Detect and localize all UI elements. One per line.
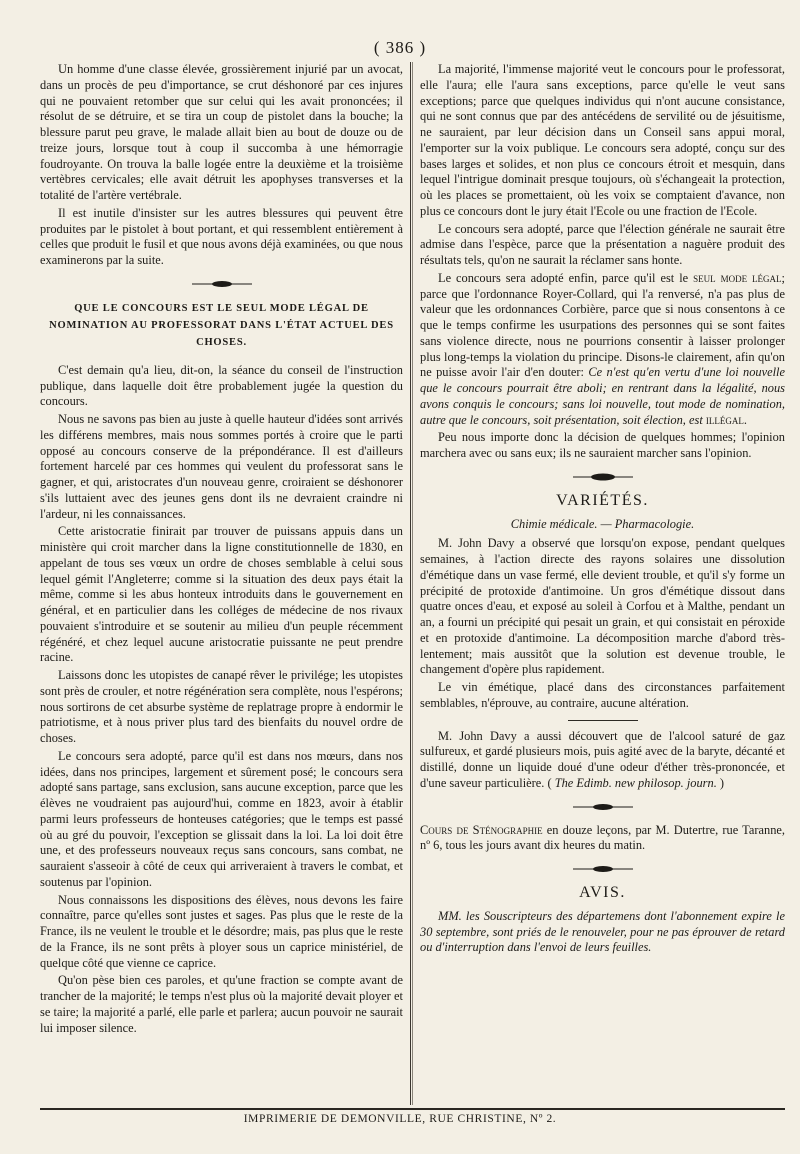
ornament-divider-icon [192,278,252,290]
section-heading: AVIS. [579,884,626,901]
emphasis-small-caps: illégal [705,412,744,427]
footer-rule [40,1108,785,1110]
text-run: Le concours sera adopté enfin, parce qu'il est le [438,270,694,285]
article-paragraph [420,271,785,429]
emphasis-small-caps: Cours de Sténographie [420,822,543,837]
citation: The Edimb. new philosop. journ. [554,775,717,790]
article-paragraph: C'est demain qu'a lieu, dit-on, la séance du conseil de l'instruction publique, dans laquelle doit être probablement jugée la question du concours. [40,362,403,409]
article-paragraph: Le vin émétique, placé dans des circonstances parfaitement semblables, n'éprouve, au contraire, aucune altération. [420,680,785,710]
article-paragraph: Le concours sera adopté, parce qu'il est dans nos mœurs, dans nos idées, dans nos principes, largement et sûrement posé; le concours sera adopté sans partage, sans exclusion, sans aucune exception, parce que les élèves ne voudraient pas aujourd'hui, comme en 1823, avoir à établir parmi leurs professeurs de honteuses catégories; que le temps est passé où au gré du pouvoir, l'exception se glissait dans la loi. La loi doit être une, et des professeurs nouveaux reçus sans concours, sans combat, ne sauraient s'asseoir à côté de ceux qui arriveraient à travers le combat, et soutenus par l'opinion. [40,748,403,889]
article-paragraph: La majorité, l'immense majorité veut le concours pour le professorat, elle l'aura; elle l'aura sans exceptions, parce qu'elle le veut sans exceptions; parce que quelques individus qui n'ont aucune consistance, qui ne sont connus que par des antécédens de servilité ou de jésuitisme, ne sauraient, par leur décision dans un Conseil sans appui moral, l'emporter sur la voix publique. Le concours sera adopté, conçu sur des bases larges et solides, et non plus ce concours étroit et mesquin, dans lequel l'intrigue dominait presque toujours, où s'échangeait la protection, où les places se promettaient, où les voix se comptaient d'avance, non plus ce concours dont le jury était l'Ecole ou une fraction de l'Ecole. [420,62,785,218]
section-subheading: Chimie médicale. — Pharmacologie. [510,516,695,531]
text-run: M. John Davy a aussi découvert que de l'alcool saturé de gaz sulfureux, et gardé plusieurs mois, puis agité avec de la baryte, décanté et distillé, donne un liquide doué d'une odeur d'éther très-prononcée, et d'une saveur particulière. ( [420,728,785,790]
article-paragraph: Nous ne savons pas bien au juste à quelle hauteur d'idées sont arrivés les différens membres, mais nous sommes portés à croire que le parti opposé au concours conserve de la prépondérance. Il est d'ailleurs fortement harcelé par ces hommes qui veulent du professorat sans le gagner, et qui, aristocrates d'un nouveau genre, croiraient se déshonorer s'ils luttaient avec des jeunes gens dont ils ne devraient craindre ni l'ardeur, ni les connaissances. [40,412,403,521]
article-paragraph [420,823,785,855]
emphasis-italic: Ce n'est qu'en vertu d'une loi nouvelle que le concours pourrait être aboli; en rentrant dans la légalité, nous avons conquis le concours; sans loi nouvelle, tout mode de nomination, autre que le concours, soit présentation, soit élection, est [420,365,785,427]
article-paragraph: Cette aristocratie finirait par trouver de puissans appuis dans un ministère qui croit marcher dans la ligne constitutionnelle de 1830, en appelant de tous ses vœux un ordre de choses semblable à celui sous lequel gémit l'Angleterre; comme si la situation des deux pays était la même, comme si les abus honteux introduits dans le gouvernement en général, et en particulier dans les colléges de médecine de nos rivaux pouvaient s'introduire et se soutenir au milieu d'un peuple récemment régénéré, et chez lequel aucune aristocratie puissante ne peut prendre racine. [40,524,403,665]
text-run: en douze leçons, par M. Dutertre, rue Taranne, nº 6, tous les jours avant dix heures du matin. [420,822,785,853]
page-number: ( 386 ) [373,38,427,57]
printer-imprint: IMPRIMERIE DE DEMONVILLE, RUE CHRISTINE, Nº 2. [243,1113,557,1125]
left-column [40,62,403,1107]
article-paragraph: Nous connaissons les dispositions des élèves, nous devons les faire connaître, parce qu'elles sont justes et sages. Pas plus que le reste de la France, ils ne veulent le trouble et le désordre; mais, pas plus que le reste de la France, ils ne sont prêts à ployer sous un caprice ministériel, de quelque côté que vienne ce caprice. [40,892,403,970]
short-rule-divider [568,720,638,721]
article-paragraph: Peu nous importe donc la décision de quelques hommes; l'opinion marchera avec ou sans eux; ils ne sauraient marcher sans l'opinion. [420,430,785,460]
text-run: ) [716,775,725,790]
column-divider [410,62,411,1105]
article-paragraph: Le concours sera adopté, parce que l'élection générale ne saurait être admise dans l'espèce, parce que la présentation a naguère produit des résultats tels, qu'on ne saurait la réclamer sans honte. [420,221,785,267]
article-paragraph: Qu'on pèse bien ces paroles, et qu'une fraction se compte avant de trancher de la majorité; le temps n'est plus où la majorité devait ployer et se taire; la majorité a parlé, elle parle et parlera; aucun pouvoir ne saurait lui imposer silence. [40,973,403,1035]
text-run: . [743,412,747,427]
article-paragraph [420,729,785,792]
article-paragraph: Il est inutile d'insister sur les autres blessures qui peuvent être produites par le pistolet à bout portant, et qui ressemblent entièrement à celles que produit le fusil et que nous avons déjà examinées, ou que nous examinerons par la suite. [40,205,403,267]
section-title: QUE LE CONCOURS EST LE SEUL MODE LÉGAL DE NOMINATION AU PROFESSORAT DANS L'ÉTAT ACTUEL DES CHOSES. [49,302,394,348]
article-paragraph: M. John Davy a observé que lorsqu'on expose, pendant quelques semaines, à l'action directe des rayons solaires une dissolution d'émétique dans un vase fermé, elle devient trouble, et qu'il s'y forme un précipité de protoxide d'antimoine. Un gros d'émétique dissout dans quatre onces d'eau, et exposé au soleil à Corfou et à Malthe, pendant un an, a fourni un précipité qui pesait un grain, et qui consistait en péroxide et en protoxide d'antimoine. La décomposition marche d'abord très-lentement; mais aussitôt que la solution est devenue trouble, le changement d'opère plus rapidement. [420,536,785,677]
emphasis-small-caps: seul mode légal [693,270,782,285]
article-paragraph: Un homme d'une classe élevée, grossièrement injurié par un avocat, dans un procès de peu d'importance, se crut déshonoré par ces injures qui ne pouvaient retomber que sur celui qui les avait prononcées; il résolut de se détruire, et se tira un coup de pistolet dans la bouche; la blessure parut peu grave, le malade allait bien au bout de douze ou de treize jours, lorsque tout à coup il succomba à une hémorragie foudroyante. On trouva la balle logée entre la deuxième et la troisième vertèbres cervicales; elle avait détruit les apophyses transverses et la totalité de l'artère vertébrale. [40,62,403,202]
text-run: ; parce que l'ordonnance Royer-Collard, qui l'a renversé, n'a pas plus de valeur que les ordonnances Corbière, parce que si nous consentons à ce que le temps confirme les usurpations des personnes qui se sont faites sans violence directe, nous ne pourrions consentir à laisser prolonger plus long-temps la violation du principe. Disons-le clairement, afin qu'on ne puisse avoir l'air d'en douter: [420,270,785,380]
ornament-divider-icon [573,863,633,875]
article-paragraph: Laissons donc les utopistes de canapé rêver le privilége; les utopistes sont près de crouler, et notre régénération sera complète, nous l'espérons; nous sortirons de cet absurbe système de replatrage propre à endormir le patriotisme, et à nous priver plus tard des bienfaits du nouvel ordre de choses. [40,668,403,745]
section-heading: VARIÉTÉS. [556,491,649,509]
ornament-divider-icon [573,471,633,483]
right-column [420,62,785,1107]
ornament-divider-icon [573,801,633,813]
notice-paragraph: MM. les Souscripteurs des départemens dont l'abonnement expire le 30 septembre, sont priés de le renouveler, pour ne pas éprouver de retard ou d'interruption dans l'envoi de leurs feuilles. [420,908,785,955]
